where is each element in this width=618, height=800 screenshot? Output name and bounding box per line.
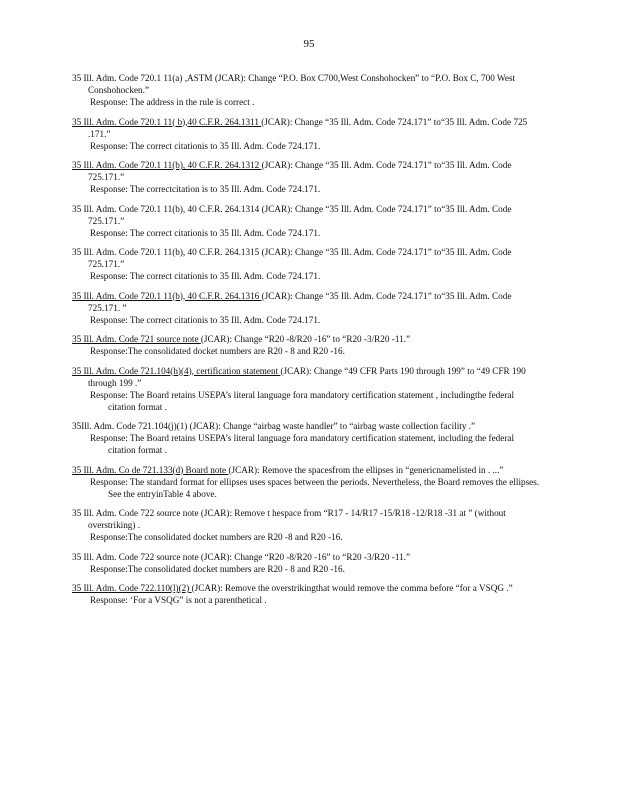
comment-entry [72, 464, 542, 500]
comment-body: (JCAR): Change “airbag waste handler” to “airbag waste collection facility .” [189, 421, 476, 431]
comment-body: (JCAR): Change “35 Ill. Adm. Code 724.171” to“35 Ill. Adm. Code 725.171. ” [88, 290, 512, 313]
comment-text [72, 333, 542, 345]
comment-list [72, 72, 542, 614]
comment-text [72, 464, 542, 476]
comment-text [72, 420, 542, 432]
comment-text [72, 72, 542, 96]
comment-body: (JCAR): Change “35 Ill. Adm. Code 724.171” to“35 Ill. Adm. Code 725.171.” [88, 160, 512, 182]
rule-citation: 35Ill. Adm. Code 721.104(j)(1) [72, 421, 190, 431]
comment-text [72, 116, 542, 140]
board-response: Response: The Board retains USEPA’s literal language fora mandatory certification statement, including the federal citation format . [90, 433, 515, 455]
comment-entry [72, 72, 542, 108]
rule-citation: 35 Ill. Adm. Co de 721.133(d) Board note [72, 464, 229, 475]
page-number: 95 [303, 38, 315, 50]
board-response: Response:The consolidated docket numbers are R20 - 8 and R20 -16. [90, 346, 345, 356]
comment-entry [72, 551, 542, 575]
board-response: Response: The correct citationis to 35 Ill. Adm. Code 724.171. [90, 271, 321, 281]
comment-entry [72, 507, 542, 543]
board-response: Response: ‘For a VSQG” is not a parenthetical . [90, 595, 267, 605]
board-response: Response:The consolidated docket numbers are R20 - 8 and R20 -16. [90, 563, 345, 574]
comment-body: (JCAR): Remove t hespace from “R17 - 14/R17 -15/R18 -12/R18 -31 at ” (without overstriking) . [88, 508, 506, 530]
comment-body: (JCAR): Change “35 Ill. Adm. Code 724.171” to“35 Ill. Adm. Code 725.171.” [88, 247, 512, 269]
comment-body: (JCAR): Remove the spacesfrom the ellipses in “genericnamelisted in . ...” [228, 464, 504, 475]
rule-citation: 35 Ill. Adm. Code 720.1 11(b), 40 C.F.R. 264.1316 [72, 290, 262, 301]
rule-citation: 35 Ill. Adm. Code 720.1 11(b), 40 C.F.R. 264.1312 [72, 160, 262, 170]
comment-body: (JCAR): Remove the overstrikingthat would remove the comma before “for a VSQG .” [191, 583, 513, 593]
comment-body: (JCAR): Change “35 Ill. Adm. Code 724.171” to“35 Ill. Adm. Code 725.171.” [88, 203, 512, 226]
comment-text [72, 203, 542, 227]
board-response: Response: The correct citationis to 35 Ill. Adm. Code 724.171. [90, 314, 321, 325]
rule-citation: 35 Ill. Adm. Code 721.104(h)(4), certification statement [72, 365, 281, 376]
comment-body: ASTM (JCAR): Change “P.O. Box C700,West Conshohocken” to “P.O. Box C, 700 West Conshohocken.” [88, 73, 516, 95]
comment-entry [72, 582, 542, 606]
comment-entry [72, 333, 542, 357]
rule-citation: 35 Ill. Adm. Code 721 source note [72, 334, 201, 344]
comment-text [72, 365, 542, 389]
board-response: Response: The correctcitation is to 35 Ill. Adm. Code 724.171. [90, 184, 321, 194]
board-response: Response: The standard format for ellipses uses spaces between the periods. Nevertheless, the Board removes the ellipses. See the entryinTable 4 above. [90, 476, 540, 499]
board-response: Response:The consolidated docket numbers are R20 -8 and R20 -16. [90, 532, 343, 542]
comment-text [72, 290, 542, 314]
rule-citation: 35 Ill. Adm. Code 720.1 11(b), 40 C.F.R. 264.1315 [72, 247, 262, 257]
comment-entry [72, 290, 542, 326]
rule-citation: 35 Ill. Adm. Code 720.1 11(a) , [72, 73, 187, 83]
comment-body: (JCAR): Change “49 CFR Parts 190 through 199” to “49 CFR 190 through 199 .” [88, 365, 526, 388]
rule-citation: 35 Ill. Adm. Code 722.110(l)(2) [72, 583, 192, 593]
comment-entry [72, 246, 542, 282]
board-response: Response: The correct citationis to 35 Ill. Adm. Code 724.171. [90, 227, 321, 238]
comment-entry [72, 365, 542, 413]
rule-citation: 35 Ill. Adm. Code 720.1 11(b), 40 C.F.R. 264.1314 [72, 203, 262, 214]
rule-citation: 35 Ill. Adm. Code 722 source note [72, 508, 201, 518]
comment-entry [72, 159, 542, 195]
comment-text [72, 582, 542, 594]
comment-text [72, 159, 542, 183]
comment-body: (JCAR): Change “35 Ill. Adm. Code 724.171” to“35 Ill. Adm. Code 725 .171.” [88, 116, 528, 139]
board-response: Response: The address in the rule is correct . [90, 97, 255, 107]
comment-text [72, 246, 542, 270]
comment-body: (JCAR): Change “R20 -8/R20 -16” to “R20 -3/R20 -11.” [200, 334, 411, 344]
comment-text [72, 551, 542, 563]
rule-citation: 35 Ill. Adm. Code 722 source note [72, 551, 201, 562]
comment-text [72, 507, 542, 531]
board-response: Response: The Board retains USEPA’s literal language fora mandatory certification statement , includingthe federal citation format . [90, 389, 515, 412]
rule-citation: 35 Ill. Adm. Code 720.1 11( b),40 C.F.R. 264.1311 [72, 116, 262, 127]
comment-entry [72, 203, 542, 239]
comment-entry [72, 420, 542, 456]
comment-entry [72, 116, 542, 152]
board-response: Response: The correct citationis to 35 Ill. Adm. Code 724.171. [90, 140, 321, 151]
comment-body: (JCAR): Change “R20 -8/R20 -16” to “R20 -3/R20 -11.” [200, 551, 411, 562]
